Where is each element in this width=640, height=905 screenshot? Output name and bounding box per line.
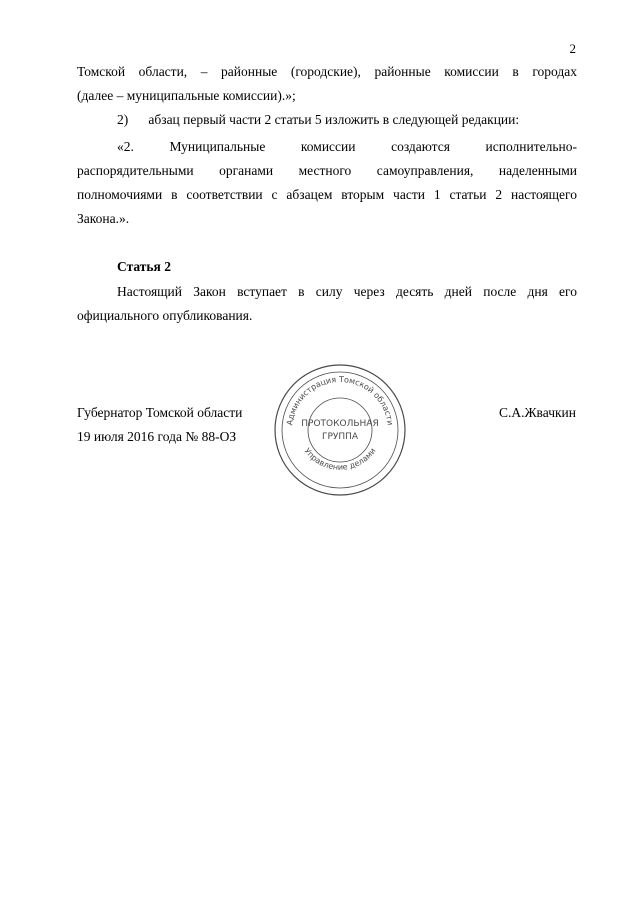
stamp-center-line1: ПРОТОКОЛЬНАЯ — [301, 419, 379, 429]
signatory-name: С.А.Жвачкин — [498, 405, 576, 420]
stamp-center-line2: ГРУППА — [321, 432, 359, 442]
list-item — [117, 112, 617, 128]
paragraph-line: (далее – муниципальные комиссии).»; — [77, 88, 296, 103]
stamp-outer-bottom-text: Управление делами — [302, 446, 378, 472]
paragraph-line: официального опубликования. — [77, 308, 253, 323]
law-date-number: 19 июля 2016 года № 88-ОЗ — [77, 429, 237, 444]
list-item-text: абзац первый части 2 статьи 5 изложить в следующей редакции: — [148, 112, 520, 127]
page-number: 2 — [569, 41, 576, 56]
list-item-number: 2) — [117, 112, 129, 127]
article-heading: Статья 2 — [117, 259, 171, 274]
stamp-outer-top-text: Администрация Томской области — [285, 374, 395, 426]
quote-line: распорядительными органами местного самоуправления, наделенными — [77, 163, 577, 178]
official-stamp — [272, 362, 408, 498]
paragraph-line: Настоящий Закон вступает в силу через десять дней после дня его — [117, 284, 577, 299]
quote-line: полномочиями в соответствии с абзацем вторым части 1 статьи 2 настоящего — [77, 187, 577, 202]
quote-line: «2. Муниципальные комиссии создаются исполнительно- — [117, 139, 577, 154]
signatory-title: Губернатор Томской области — [77, 405, 243, 420]
quote-line: Закона.». — [77, 211, 130, 226]
paragraph-line: Томской области, – районные (городские), районные комиссии в городах — [77, 64, 577, 79]
